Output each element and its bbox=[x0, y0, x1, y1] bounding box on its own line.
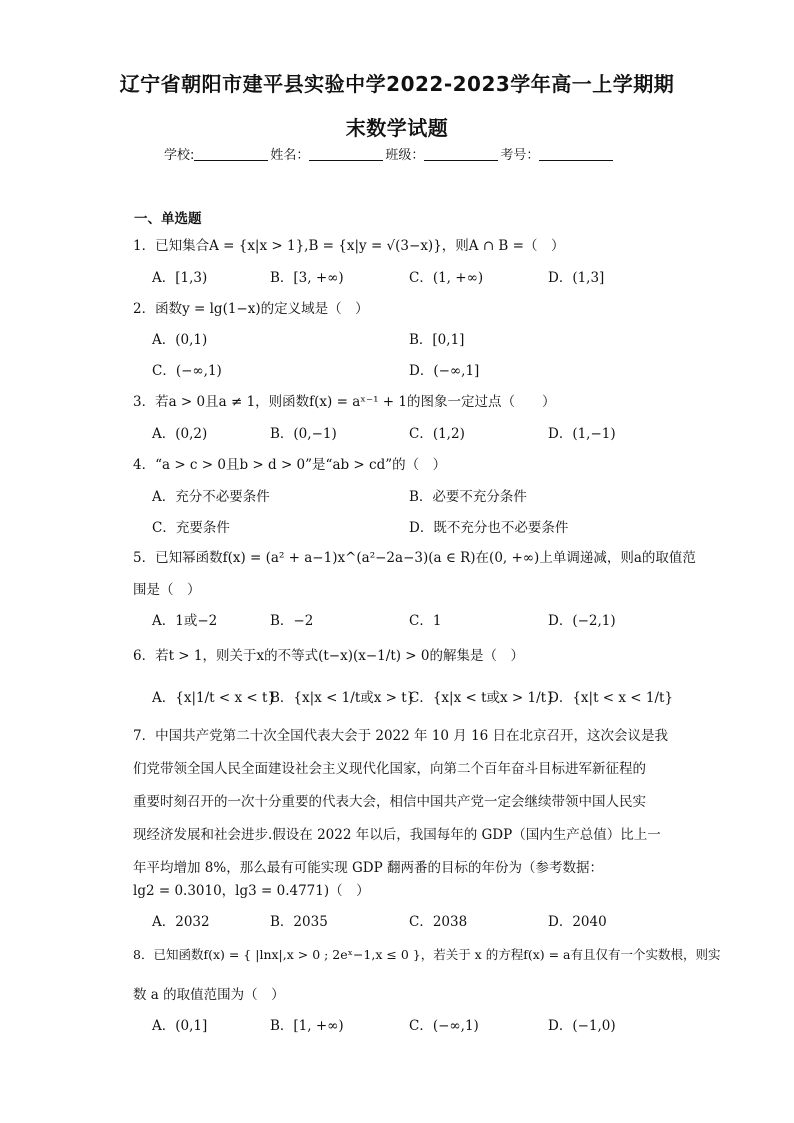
number-label: 考号： bbox=[500, 148, 540, 163]
question-3-stem: 3．若a > 0且a ≠ 1，则函数f(x) = aˣ⁻¹ + 1的图象一定过点（ ） bbox=[133, 394, 556, 410]
question-8-option-c: C．(−∞,1) bbox=[409, 1018, 479, 1034]
question-3-option-d: D．(1,−1) bbox=[548, 426, 616, 442]
school-blank[interactable] bbox=[194, 148, 268, 161]
section-heading: 一、单选题 bbox=[134, 211, 202, 227]
question-7-option-b: B．2035 bbox=[270, 914, 328, 930]
question-3-option-c: C．(1,2) bbox=[409, 426, 465, 442]
question-7-stem-line1: 7．中国共产党第二十次全国代表大会于 2022 年 10 月 16 日在北京召开，这次会议是我 bbox=[133, 728, 669, 744]
question-7-stem-line5: 年平均增加 8%，那么最有可能实现 GDP 翻两番的目标的年份为（参考数据： bbox=[133, 860, 603, 876]
question-7-stem-line4: 现经济发展和社会进步.假设在 2022 年以后，我国每年的 GDP（国内生产总值）比上一 bbox=[133, 827, 661, 843]
number-blank[interactable] bbox=[539, 148, 613, 161]
question-8-option-d: D．(−1,0) bbox=[548, 1018, 616, 1034]
question-7-option-d: D．2040 bbox=[548, 914, 607, 930]
question-7-stem-line2: 们党带领全国人民全面建设社会主义现代化国家，向第二个百年奋斗目标进军新征程的 bbox=[133, 761, 646, 777]
question-2-option-d: D．(−∞,1] bbox=[409, 363, 480, 379]
question-5-stem-line2: 围是（ ） bbox=[133, 582, 201, 598]
question-4-stem: 4．“a > c > 0且b > d > 0”是“ab > cd”的（ ） bbox=[133, 457, 447, 473]
name-blank[interactable] bbox=[309, 148, 383, 161]
exam-title-line1: 辽宁省朝阳市建平县实验中学2022-2023学年高一上学期期 bbox=[119, 72, 675, 96]
question-1-option-a: A．[1,3) bbox=[152, 270, 208, 286]
question-6-stem: 6．若t > 1，则关于x的不等式(t−x)(x−1/t) > 0的解集是（ ） bbox=[133, 648, 524, 664]
question-2-stem: 2．函数y = lg(1−x)的定义域是（ ） bbox=[133, 301, 369, 317]
question-2-option-c: C．(−∞,1) bbox=[152, 363, 222, 379]
question-8-stem-line2: 数 a 的取值范围为（ ） bbox=[133, 987, 285, 1003]
name-label: 姓名： bbox=[270, 148, 310, 163]
question-5-stem-line1: 5．已知幂函数f(x) = (a² + a−1)x^(a²−2a−3)(a ∈ R)在(0, +∞)上单调递减，则a的取值范 bbox=[133, 550, 696, 566]
question-7-option-a: A．2032 bbox=[152, 914, 210, 930]
question-4-option-c: C．充要条件 bbox=[152, 520, 230, 536]
school-label: 学校: bbox=[164, 148, 195, 163]
question-1-stem: 1．已知集合A = {x|x > 1},B = {x|y = √(3−x)}，则A ∩ B =（ ） bbox=[133, 238, 565, 254]
question-3-option-b: B．(0,−1) bbox=[270, 426, 337, 442]
question-7-stem-line3: 重要时刻召开的一次十分重要的代表大会，相信中国共产党一定会继续带领中国人民实 bbox=[133, 794, 646, 810]
class-label: 班级： bbox=[385, 148, 425, 163]
question-2-option-a: A．(0,1) bbox=[152, 332, 208, 348]
class-blank[interactable] bbox=[424, 148, 498, 161]
question-8-stem-line1: 8．已知函数f(x) = { |lnx|,x > 0 ; 2eˣ−1,x ≤ 0 }，若关于 x 的方程f(x) = a有且仅有一个实数根，则实 bbox=[133, 947, 721, 962]
question-4-option-b: B．必要不充分条件 bbox=[409, 489, 527, 505]
question-7-option-c: C．2038 bbox=[409, 914, 468, 930]
question-3-option-a: A．(0,2) bbox=[152, 426, 208, 442]
question-8-option-b: B．[1, +∞) bbox=[270, 1018, 344, 1034]
question-5-option-d: D．(−2,1) bbox=[548, 613, 616, 629]
question-4-option-d: D．既不充分也不必要条件 bbox=[409, 520, 569, 536]
question-8-option-a: A．(0,1] bbox=[152, 1018, 208, 1034]
question-7-stem-line6: lg2 = 0.3010，lg3 = 0.4771)（ ） bbox=[133, 883, 370, 899]
question-6-option-d: D．{x|t < x < 1/t} bbox=[548, 690, 674, 706]
question-6-option-a: A．{x|1/t < x < t} bbox=[152, 690, 276, 706]
question-2-option-b: B．[0,1] bbox=[409, 332, 465, 348]
student-info-row bbox=[164, 144, 634, 163]
question-5-option-a: A．1或−2 bbox=[152, 613, 218, 629]
question-4-option-a: A．充分不必要条件 bbox=[152, 489, 270, 505]
question-5-option-b: B．−2 bbox=[270, 613, 314, 629]
question-1-option-b: B．[3, +∞) bbox=[270, 270, 344, 286]
exam-title-line2: 末数学试题 bbox=[345, 116, 449, 140]
question-5-option-c: C．1 bbox=[409, 613, 442, 629]
question-6-option-b: B．{x|x < 1/t或x > t} bbox=[270, 690, 416, 706]
question-1-option-d: D．(1,3] bbox=[548, 270, 605, 286]
question-6-option-c: C．{x|x < t或x > 1/t} bbox=[409, 690, 555, 706]
question-1-option-c: C．(1, +∞) bbox=[409, 270, 484, 286]
